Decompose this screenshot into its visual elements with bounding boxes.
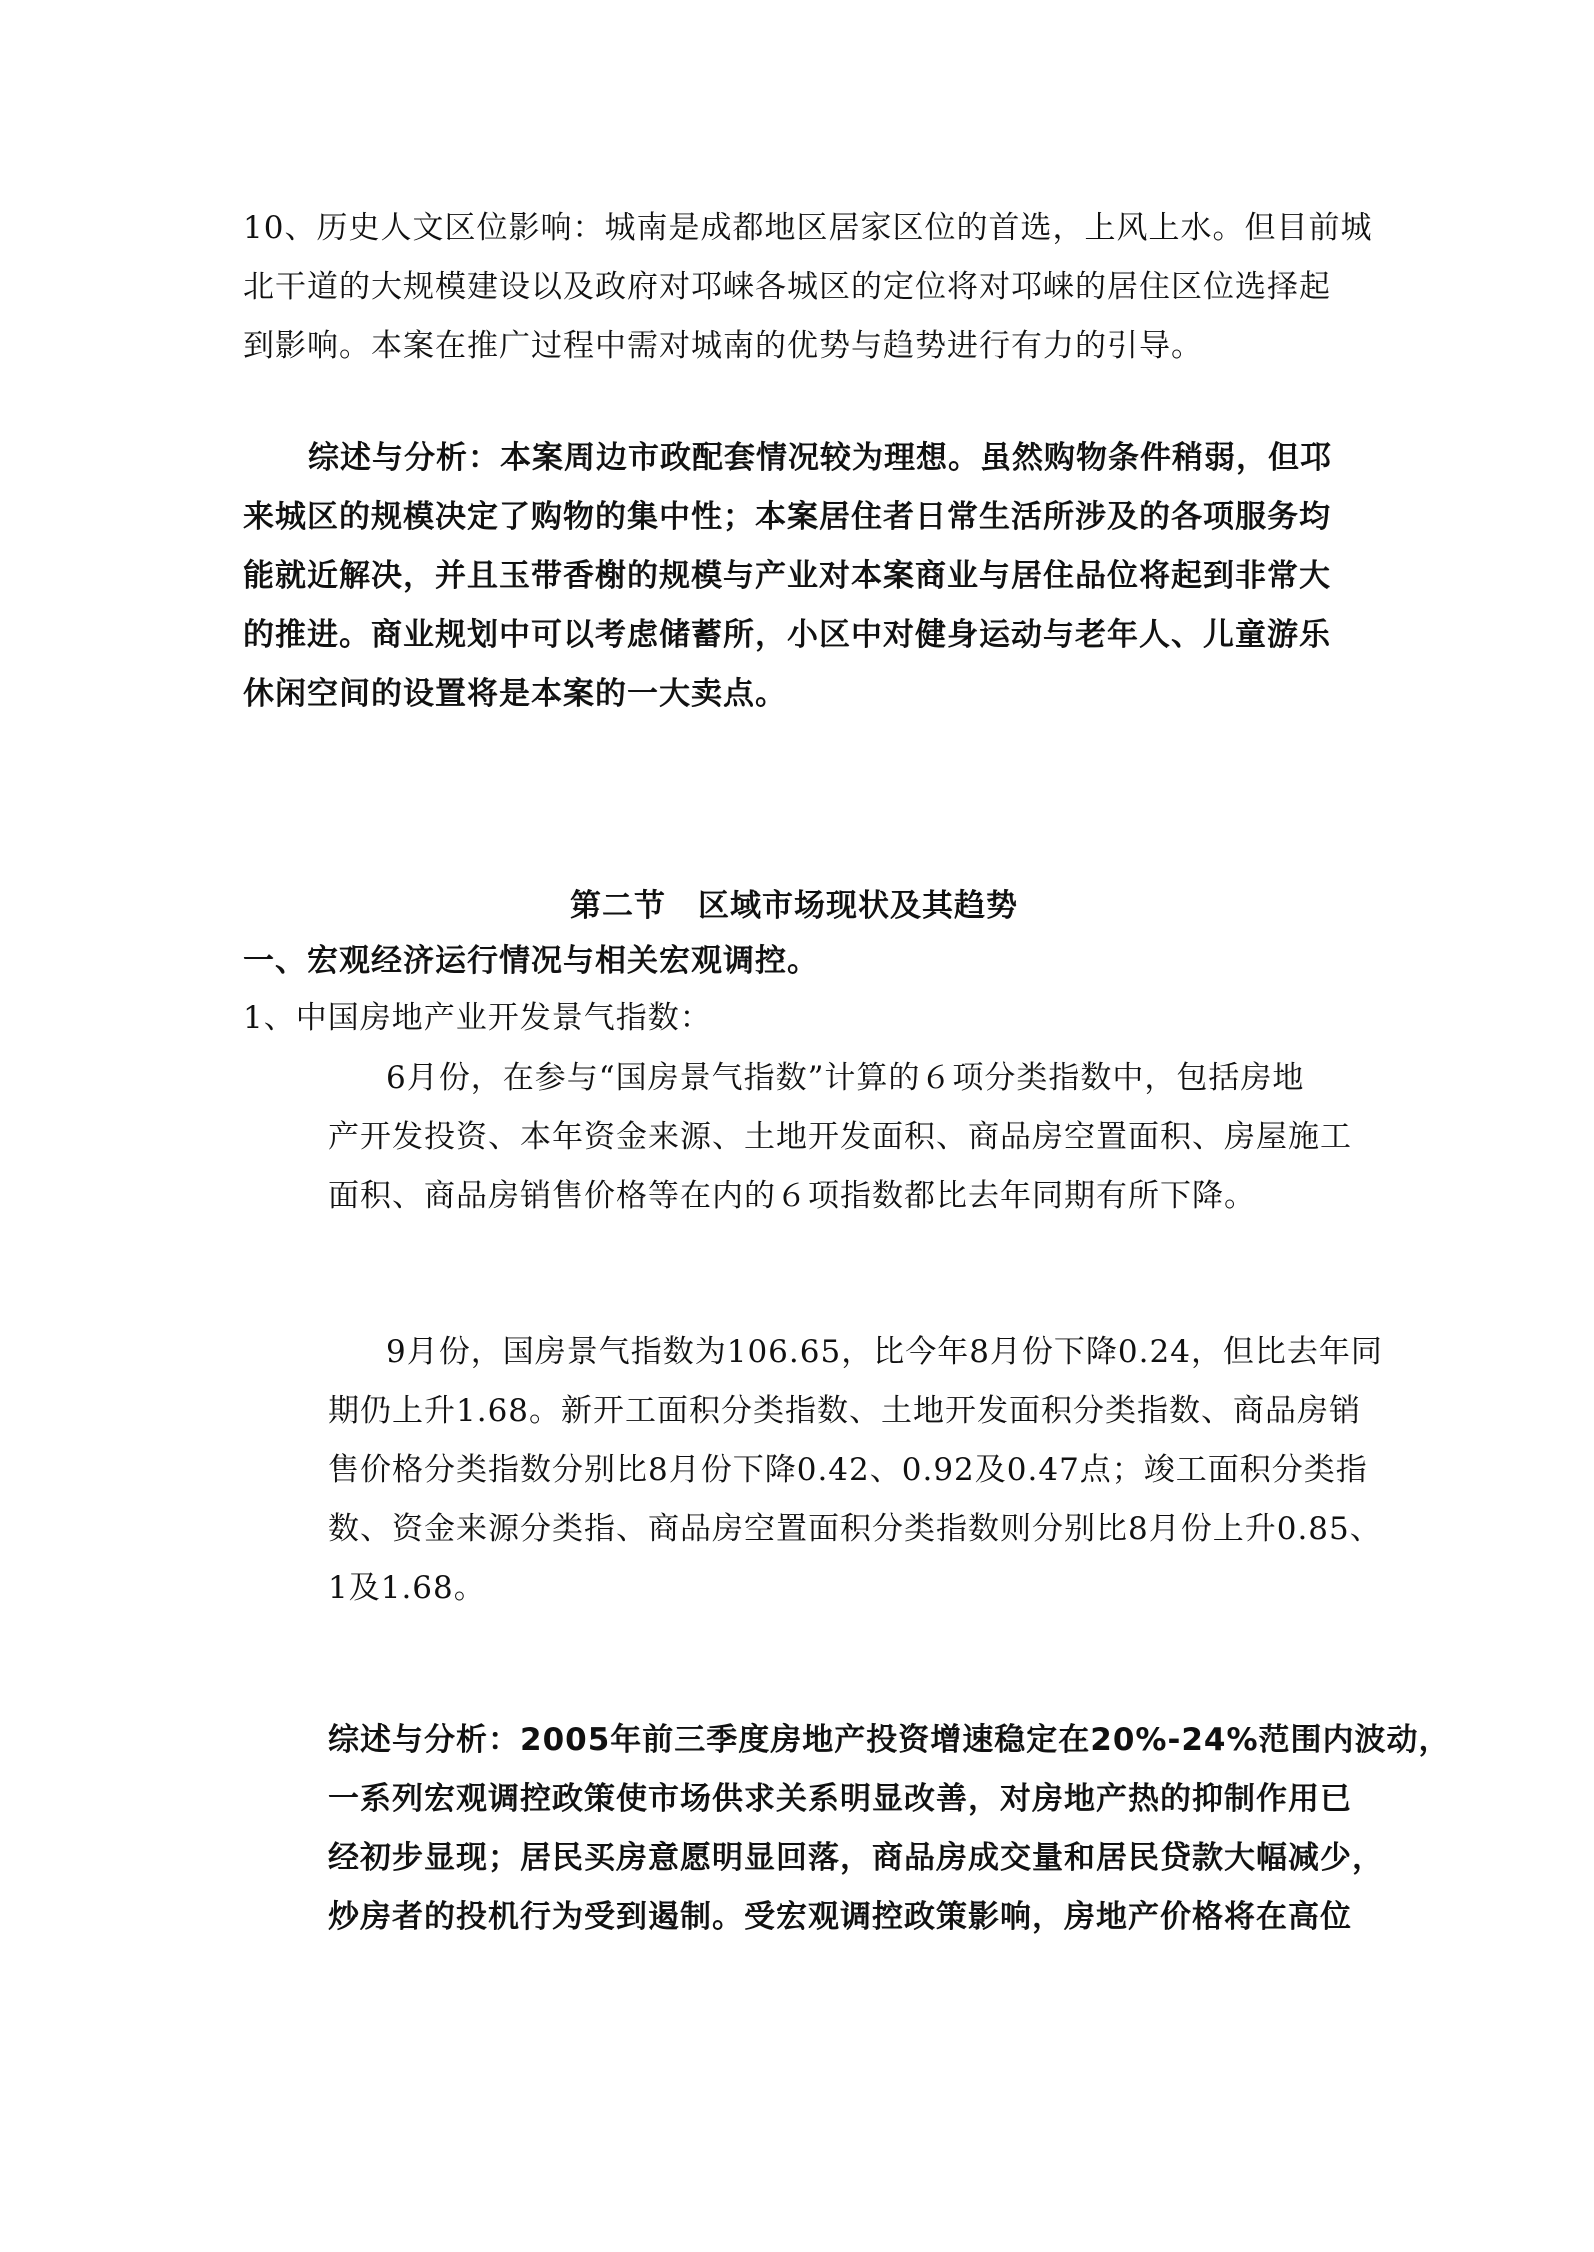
section-title: 第二节 区域市场现状及其趋势 xyxy=(570,888,1018,924)
june-line-3: 面积、商品房销售价格等在内的６项指数都比去年同期有所下降。 xyxy=(328,1178,1256,1214)
summary2-line-2: 一系列宏观调控政策使市场供求关系明显改善，对房地产热的抑制作用已 xyxy=(328,1781,1352,1817)
sept-line-3: 售价格分类指数分别比8月份下降0.42、0.92及0.47点；竣工面积分类指 xyxy=(328,1452,1368,1488)
june-line-1: 6月份，在参与“国房景气指数”计算的６项分类指数中，包括房地 xyxy=(386,1060,1305,1096)
summary1-line-2: 来城区的规模决定了购物的集中性；本案居住者日常生活所涉及的各项服务均 xyxy=(243,499,1331,535)
summary1-line-4: 的推进。商业规划中可以考虑储蓄所，小区中对健身运动与老年人、儿童游乐 xyxy=(243,617,1331,653)
june-line-2: 产开发投资、本年资金来源、土地开发面积、商品房空置面积、房屋施工 xyxy=(328,1119,1352,1155)
summary1-line-5: 休闲空间的设置将是本案的一大卖点。 xyxy=(243,676,787,712)
sept-line-1: 9月份，国房景气指数为106.65，比今年8月份下降0.24，但比去年同 xyxy=(386,1334,1383,1370)
item10-line-1: 10、历史人文区位影响：城南是成都地区居家区位的首选，上风上水。但目前城 xyxy=(243,210,1373,246)
summary2-line-4: 炒房者的投机行为受到遏制。受宏观调控政策影响，房地产价格将在高位 xyxy=(328,1899,1352,1935)
sept-line-5: 1及1.68。 xyxy=(328,1570,486,1606)
summary2-line-1: 综述与分析：2005年前三季度房地产投资增速稳定在20%-24%范围内波动， xyxy=(328,1722,1451,1758)
summary2-line-3: 经初步显现；居民买房意愿明显回落，商品房成交量和居民贷款大幅减少， xyxy=(328,1840,1384,1876)
item10-line-3: 到影响。本案在推广过程中需对城南的优势与趋势进行有力的引导。 xyxy=(243,328,1203,364)
summary1-line-3: 能就近解决，并且玉带香榭的规模与产业对本案商业与居住品位将起到非常大 xyxy=(243,558,1331,594)
summary1-line-1: 综述与分析：本案周边市政配套情况较为理想。虽然购物条件稍弱，但邛 xyxy=(308,440,1332,476)
sept-line-2: 期仍上升1.68。新开工面积分类指数、土地开发面积分类指数、商品房销 xyxy=(328,1393,1362,1429)
section-heading-1: 一、宏观经济运行情况与相关宏观调控。 xyxy=(243,943,819,979)
item10-line-2: 北干道的大规模建设以及政府对邛崃各城区的定位将对邛崃的居住区位选择起 xyxy=(243,269,1331,305)
subheading-1: 1、中国房地产业开发景气指数： xyxy=(243,1000,712,1036)
sept-line-4: 数、资金来源分类指、商品房空置面积分类指数则分别比8月份上升0.85、 xyxy=(328,1511,1382,1547)
